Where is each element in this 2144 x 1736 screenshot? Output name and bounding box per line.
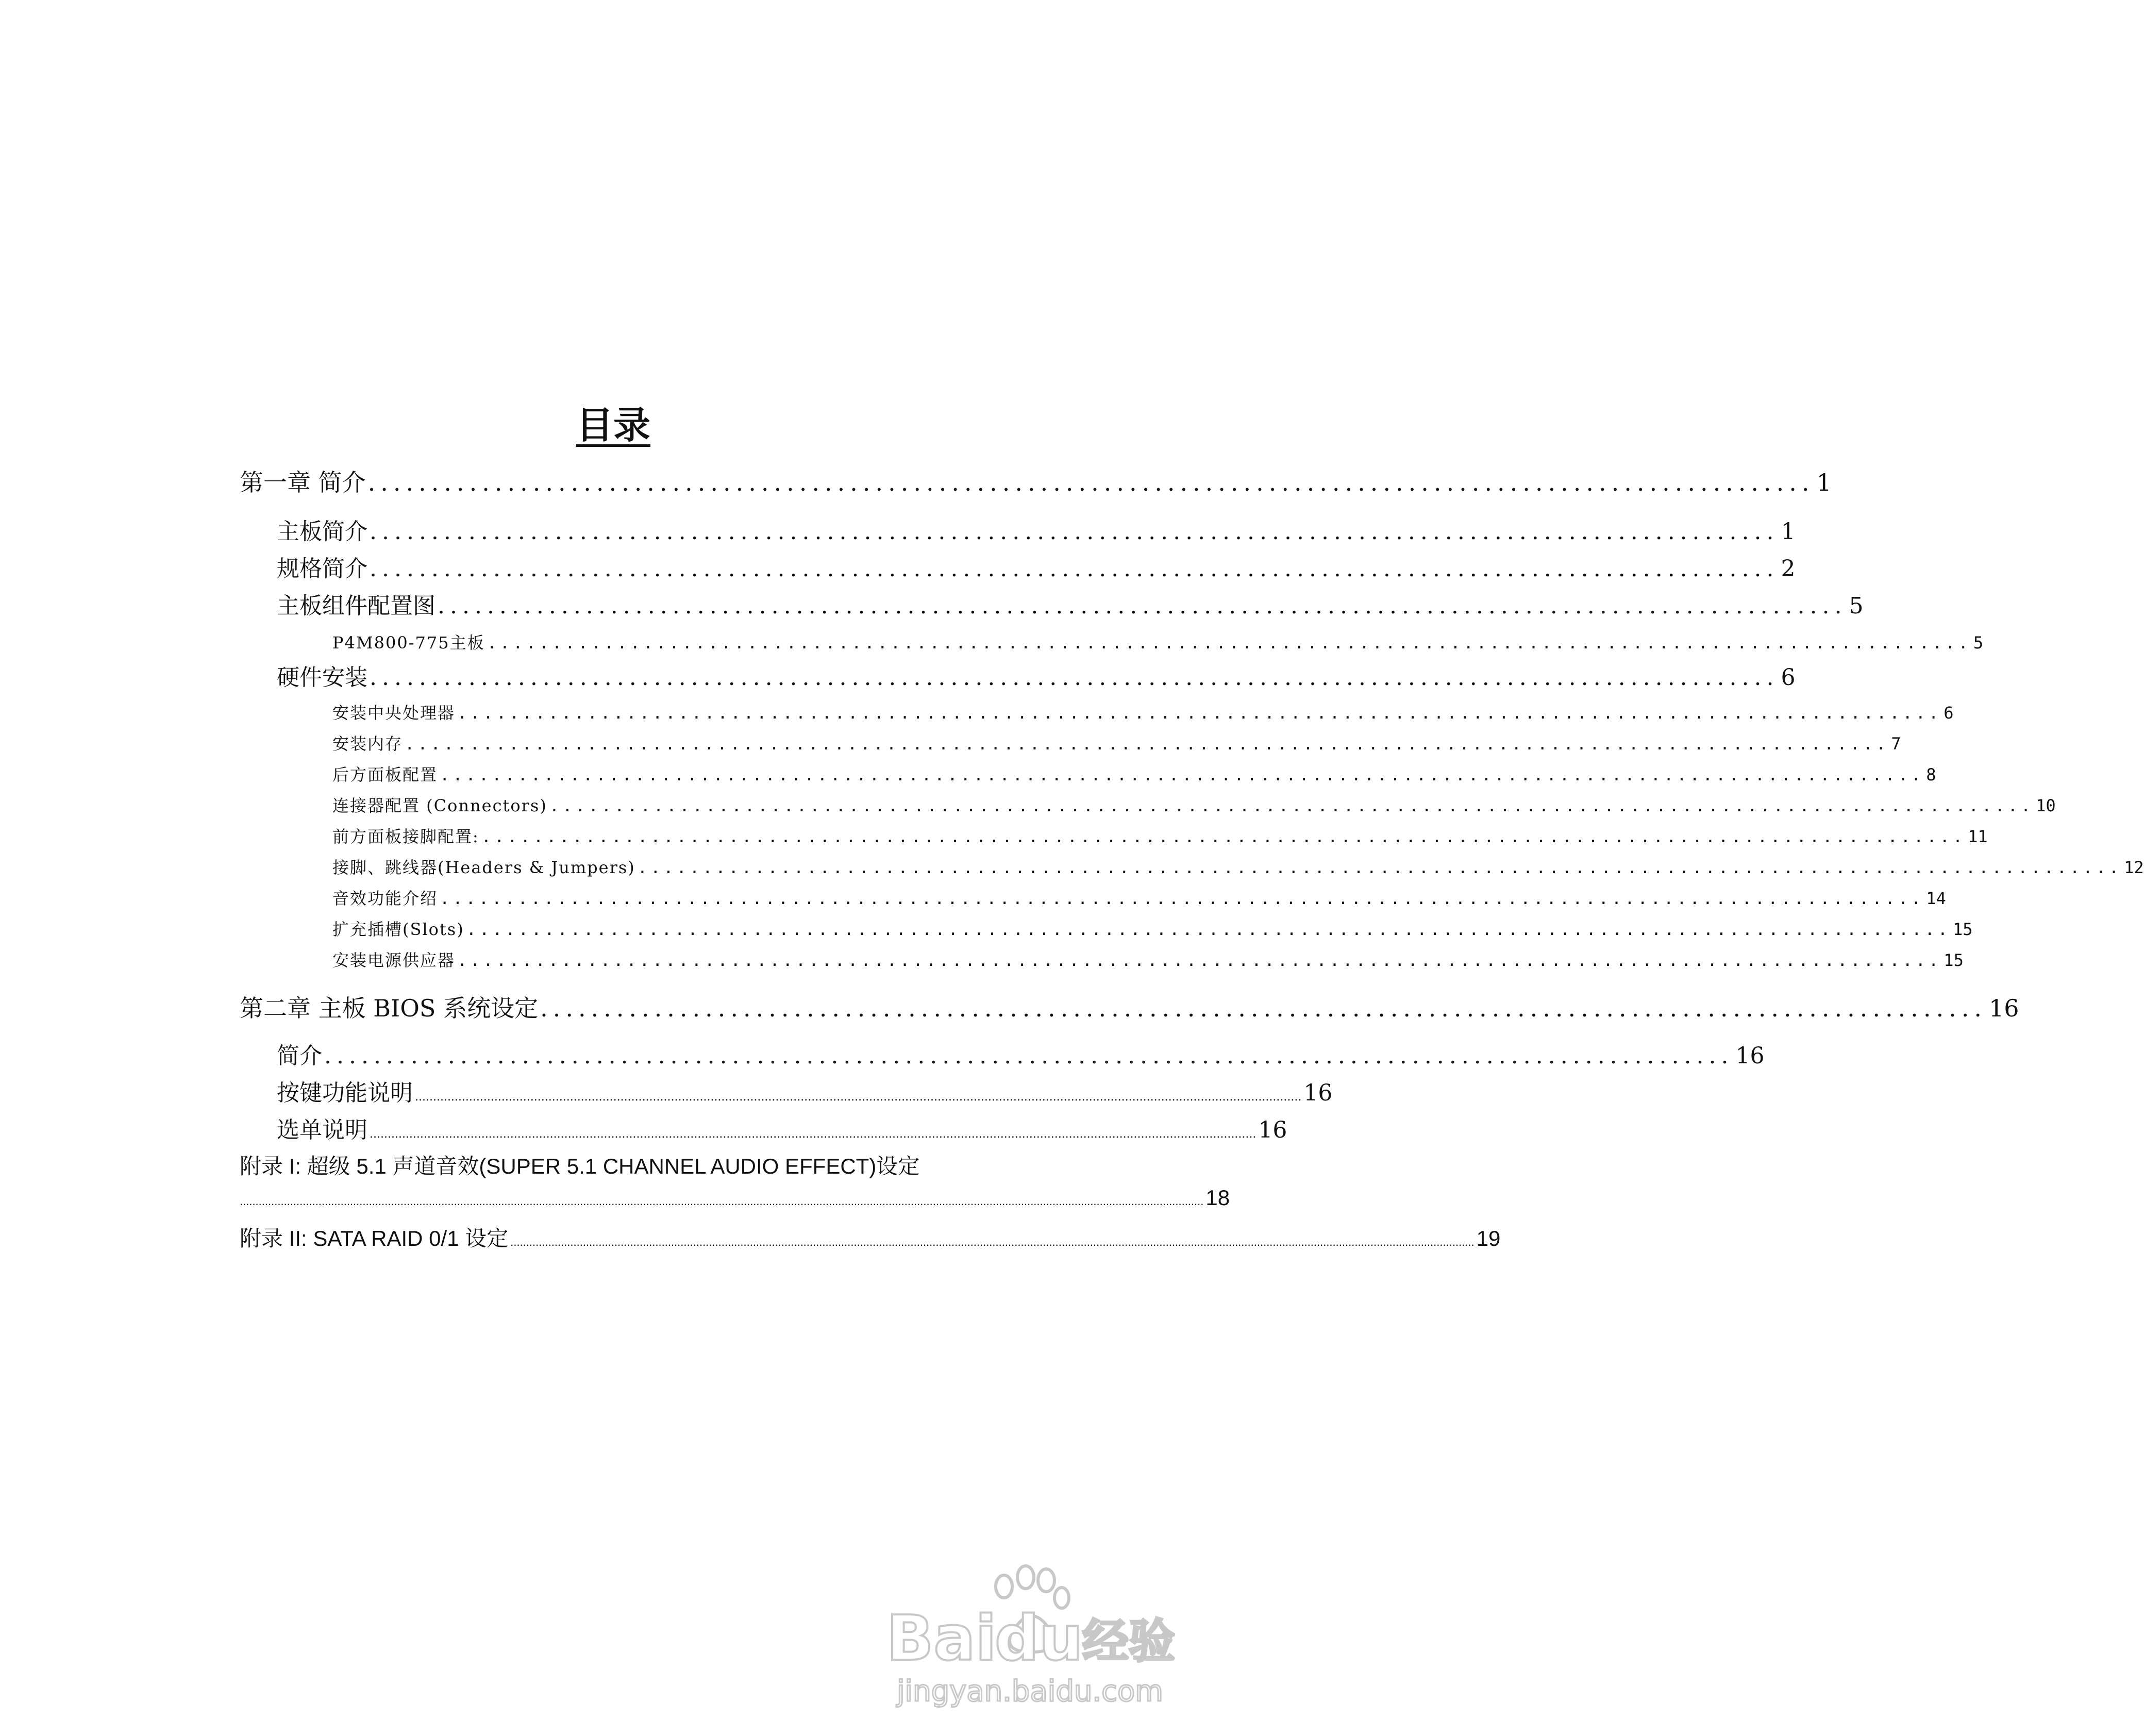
toc-entry-p4m800-board[interactable] xyxy=(332,630,1984,654)
toc-page-number: 12 xyxy=(2124,858,2144,877)
toc-page-number: 15 xyxy=(1944,950,1964,970)
toc-page-number: 1 xyxy=(1816,469,1832,496)
toc-entry-label: 选单说明 xyxy=(277,1117,367,1143)
toc-entry-label: 按键功能说明 xyxy=(277,1080,413,1106)
dot-leader: .................................................................................................................. xyxy=(540,994,1987,1022)
dot-leader: .................................................................................................................. xyxy=(481,827,1966,846)
toc-entry-menu-description[interactable] xyxy=(277,1111,1287,1144)
toc-entry-label: 第一章 简介 xyxy=(240,469,366,496)
toc-entry-appendix-1-title[interactable] xyxy=(240,1149,1005,1180)
dot-leader: .................................................................................................................. xyxy=(457,703,1942,723)
toc-page-number: 18 xyxy=(1205,1186,1230,1210)
baidu-watermark xyxy=(876,1557,1175,1711)
dot-leader: .................................................................................................................. xyxy=(370,519,1779,545)
dot-leader: .................................................................................................................. xyxy=(457,950,1942,970)
toc-entry-power-supply[interactable] xyxy=(332,947,1964,971)
toc-entry-label: 硬件安装 xyxy=(277,664,367,691)
dot-leader: .................................................................................................................. xyxy=(637,858,2122,877)
toc-page-number: 19 xyxy=(1476,1226,1501,1250)
toc-page-number: 1 xyxy=(1781,519,1796,545)
toc-page-number: 15 xyxy=(1952,920,1973,939)
toc-entry-install-memory[interactable] xyxy=(332,731,1901,755)
toc-page-number: 11 xyxy=(1968,827,1988,846)
toc-entry-label: 安装电源供应器 xyxy=(332,950,456,970)
toc-page-number: 10 xyxy=(2036,796,2056,815)
toc-page-number: 16 xyxy=(1989,994,2019,1022)
dot-leader: .................................................................................................................. xyxy=(367,469,1815,496)
toc-page-number: 2 xyxy=(1781,556,1796,582)
toc-page-number: 16 xyxy=(1258,1117,1287,1143)
toc-heading: 目录 xyxy=(576,404,650,447)
dot-leader: .................................................................................................................. xyxy=(324,1043,1734,1069)
toc-entry-label: 简介 xyxy=(277,1043,322,1069)
toc-entry-label: 主板简介 xyxy=(277,519,367,545)
toc-entry-headers-jumpers[interactable] xyxy=(332,855,2144,878)
toc-entry-rear-panel[interactable] xyxy=(332,762,1936,786)
toc-entry-label: 接脚、跳线器(Headers & Jumpers) xyxy=(332,858,635,877)
toc-page-number: 8 xyxy=(1926,765,1936,784)
toc-page-number: 6 xyxy=(1781,664,1796,691)
dot-leader: .................................................................................................................. xyxy=(440,889,1924,908)
toc-entry-spec-intro[interactable] xyxy=(277,550,1796,583)
toc-entry-hardware-install[interactable] xyxy=(277,659,1796,692)
toc-entry-label: 规格简介 xyxy=(277,556,367,582)
toc-entry-label: 前方面板接脚配置: xyxy=(332,827,479,846)
dot-leader: .................................................................................................................................................................................................................................................................................................................. xyxy=(510,1236,1475,1248)
dot-leader: .................................................................................................................. xyxy=(370,664,1779,691)
toc-entry-label: 扩充插槽(Slots) xyxy=(332,920,464,939)
dot-leader: .................................................................................................................. xyxy=(370,556,1779,582)
toc-page-number: 5 xyxy=(1849,593,1864,619)
toc-entry-chapter-1[interactable] xyxy=(240,464,1832,498)
toc-page-number: 16 xyxy=(1303,1080,1333,1106)
dot-leader: .................................................................................................................. xyxy=(549,796,2034,815)
toc-entry-label: 连接器配置 (Connectors) xyxy=(332,796,547,815)
dot-leader: .................................................................................................................. xyxy=(487,633,1971,653)
dot-leader: .................................................................................................................. xyxy=(405,734,1889,754)
toc-entry-label: 主板组件配置图 xyxy=(277,593,435,619)
toc-entry-label: 附录 I: 超级 5.1 声道音效(SUPER 5.1 CHANNEL AUDIO EFFECT)设定 xyxy=(240,1154,920,1178)
dot-leader: .................................................................................................................................................................................................................................................................................................................. xyxy=(240,1195,1204,1208)
toc-entry-bios-intro[interactable] xyxy=(277,1037,1765,1070)
toc-entry-label: 附录 II: SATA RAID 0/1 设定 xyxy=(240,1226,509,1250)
toc-entry-motherboard-intro[interactable] xyxy=(277,513,1796,546)
watermark-url: jingyan.baidu.com xyxy=(897,1675,1163,1708)
paw-icon xyxy=(876,1557,1175,1711)
svg-text:du: du xyxy=(995,1603,1083,1675)
toc-entry-appendix-1-leader[interactable] xyxy=(240,1186,1230,1210)
dot-leader: .................................................................................................................. xyxy=(438,593,1847,619)
toc-entry-label: P4M800-775主板 xyxy=(332,633,485,653)
toc-entry-label: 后方面板配置 xyxy=(332,765,438,784)
dot-leader: .................................................................................................................. xyxy=(440,765,1924,784)
dot-leader: .................................................................................................................. xyxy=(466,920,1951,939)
toc-page-number: 6 xyxy=(1944,703,1954,723)
toc-entry-connectors[interactable] xyxy=(332,793,2056,816)
toc-entry-expansion-slots[interactable] xyxy=(332,916,1973,940)
watermark-brand: Bai xyxy=(886,1603,997,1675)
toc-page-number: 16 xyxy=(1735,1043,1765,1069)
svg-text:经验: 经验 xyxy=(1082,1614,1175,1668)
toc-page-number: 5 xyxy=(1973,633,1984,653)
toc-entry-label: 安装中央处理器 xyxy=(332,703,456,723)
toc-entry-install-cpu[interactable] xyxy=(332,700,1954,724)
toc-page-number: 14 xyxy=(1926,889,1946,908)
toc-entry-front-panel[interactable] xyxy=(332,824,1988,847)
toc-page-number: 7 xyxy=(1891,734,1901,754)
toc-entry-key-functions[interactable] xyxy=(277,1074,1333,1107)
toc-entry-label: 音效功能介绍 xyxy=(332,889,438,908)
dot-leader: ...................................................................................................................................................................................................................................................... xyxy=(415,1091,1302,1104)
toc-entry-audio-features[interactable] xyxy=(332,886,1946,909)
toc-entry-chapter-2[interactable] xyxy=(240,990,2019,1024)
toc-entry-layout-diagram[interactable] xyxy=(277,587,1864,620)
toc-entry-label: 第二章 主板 BIOS 系统设定 xyxy=(240,994,539,1022)
page-title xyxy=(0,402,1227,448)
dot-leader: ...................................................................................................................................................................................................................................................... xyxy=(370,1128,1257,1141)
toc-entry-appendix-2[interactable] xyxy=(240,1222,1501,1253)
toc-entry-label: 安装内存 xyxy=(332,734,403,754)
